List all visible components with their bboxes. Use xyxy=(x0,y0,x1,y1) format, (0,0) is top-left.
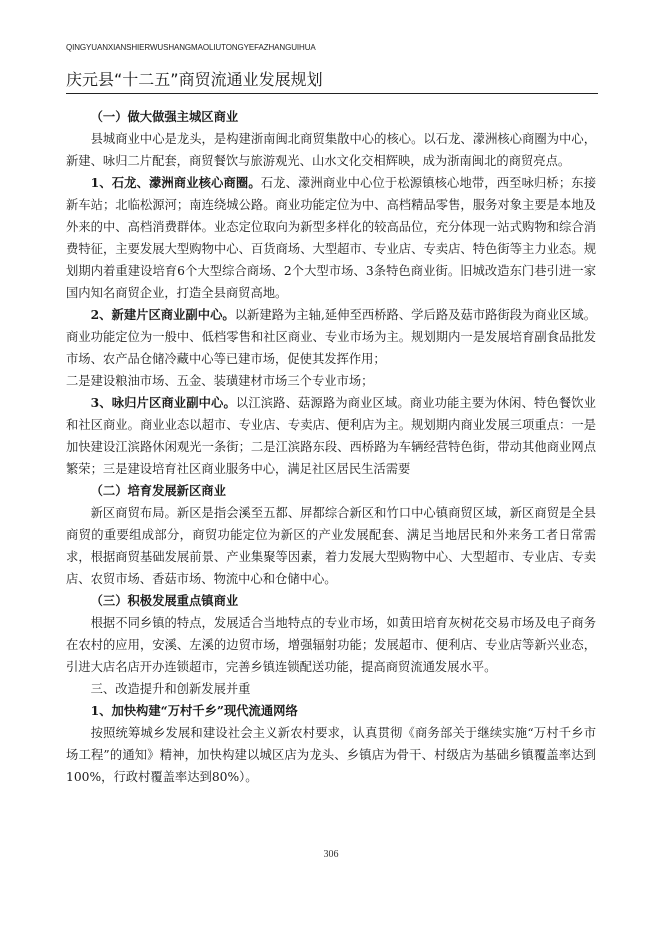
item-text: 石龙、濛洲商业中心位于松源镇核心地带，西至咏归桥；东接新车站；北临松源河；南连绕城公路。商业功能定位为中、高档精品零售，服务对象主要是本地及外来的中、高档消费群体。业态定位取向为新型多样化的较高品位，充分体现一站式购物和综合消费特征，主要发展大型购物中心、百货商场、大型超市、专业店、专卖店、特色街等主力业态。规划期内着重建设培育6个大型综合商场、2个大型市场、3条特色商业街。旧城改造东门巷引进一家国内知名商贸企业，打造全县商贸高地。 xyxy=(66,176,596,300)
item-shilong-mengzhou xyxy=(66,172,596,304)
item-lead: 1、石龙、濛洲商业核心商圈。 xyxy=(90,175,261,190)
item-xinjian xyxy=(66,304,596,370)
section-heading-3: （三）积极发展重点镇商业 xyxy=(90,593,239,608)
item-lead: 2、新建片区商业副中心。 xyxy=(90,307,235,322)
item-yonggui xyxy=(66,392,596,480)
paragraph-wancun-qianxiang: 按照统筹城乡发展和建设社会主义新农村要求，认真贯彻《商务部关于继续实施“万村千乡市场工程”的通知》精神，加快构建以城区店为龙头、乡镇店为骨干、村级店为基础乡镇覆盖率达到100%，行政村覆盖率达到80%）。 xyxy=(66,726,596,784)
page-number: 306 xyxy=(323,849,339,860)
paragraph-new-district: 新区商贸布局。新区是指会溪至五都、屏都综合新区和竹口中心镇商贸区域，新区商贸是全县商贸的重要组成部分，商贸功能定位为新区的产业发展配套、满足当地居民和外来务工者日常需求，根据商贸基础发展前景、产业集聚等因素，着力发展大型购物中心、大型超市、专业店、专卖店、农贸市场、香菇市场、物流中心和仓储中心。 xyxy=(66,506,596,586)
item-lead: 3、咏归片区商业副中心。 xyxy=(90,395,236,410)
document-title: 庆元县“十二五”商贸流通业发展规划 xyxy=(66,70,323,89)
header-divider xyxy=(66,93,598,94)
page-body xyxy=(66,106,596,788)
item-text: 以江滨路、菇源路为商业区域。商业功能主要为休闲、特色餐饮业和社区商业。商业业态以超市、专业店、专卖店、便利店为主。规划期内商业发展三项重点：一是加快建设江滨路休闲观光一条街；二是江滨路东段、西桥路为车辆经营特色街，带动其他商业网点繁荣；三是建设培育社区商业服务中心，满足社区居民生活需要 xyxy=(66,396,596,476)
section-heading-1: （一）做大做强主城区商业 xyxy=(90,109,239,124)
header-pinyin: QINGYUANXIANSHIERWUSHANGMAOLIUTONGYEFAZHANGUIHUA xyxy=(66,43,316,52)
item-xinjian-continued: 二是建设粮油市场、五金、装璜建材市场三个专业市场； xyxy=(66,374,374,388)
item-text: 以新建路为主轴,延伸至西桥路、学后路及菇市路街段为商业区域。商业功能定位为一般中、低档零售和社区商业、专业市场为主。规划期内一是发展培育副食品批发市场、农产品仓储冷藏中心等已建市场，促使其发挥作用； xyxy=(66,308,596,366)
subheading-wancun-qianxiang: 1、加快构建“万村千乡”现代流通网络 xyxy=(90,703,298,718)
part-heading-3: 三、改造提升和创新发展并重 xyxy=(90,682,251,696)
paragraph-key-towns: 根据不同乡镇的特点，发展适合当地特点的专业市场，如黄田培育灰树花交易市场及电子商务在农村的应用，安溪、左溪的边贸市场，增强辐射功能；发展超市、便利店、专业店等新兴业态，引进大店名店开办连锁超市，完善乡镇连锁配送功能，提高商贸流通发展水平。 xyxy=(66,616,596,674)
section-heading-2: （二）培育发展新区商业 xyxy=(90,483,226,498)
paragraph-main-city: 县城商业中心是龙头，是构建浙南闽北商贸集散中心的核心。以石龙、濛洲核心商圈为中心，新建、咏归二片配套，商贸餐饮与旅游观光、山水文化交相辉映，成为浙南闽北的商贸亮点。 xyxy=(66,132,596,168)
